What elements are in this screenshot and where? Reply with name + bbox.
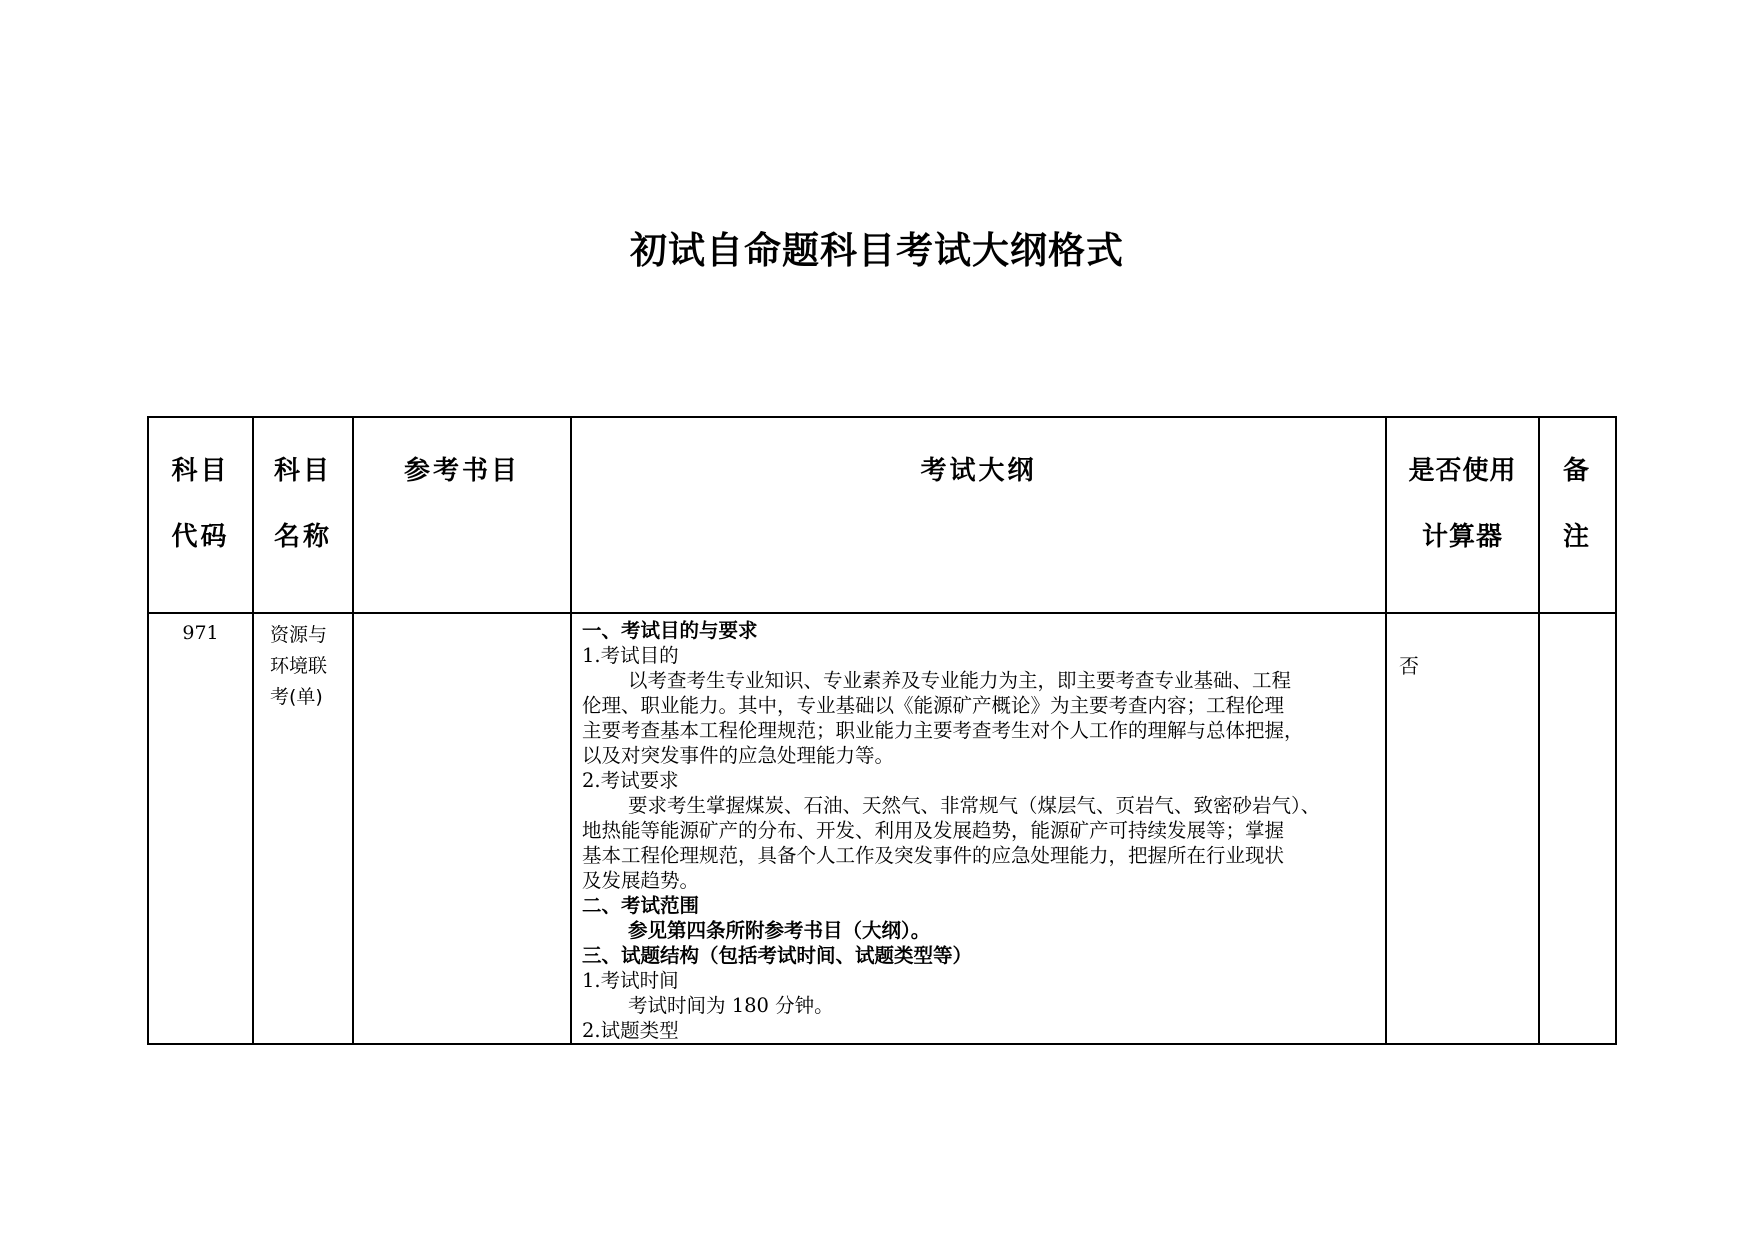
outline-section-heading: 三、试题结构（包括考试时间、试题类型等）: [582, 944, 973, 967]
header-subject-code: 科目 代码: [148, 417, 253, 613]
outline-paragraph-line: 考试时间为 180 分钟。: [628, 994, 834, 1017]
reference-books-cell: [353, 613, 571, 1044]
outline-paragraph-line: 伦理、职业能力。其中，专业基础以《能源矿产概论》为主要考查内容；工程伦理: [582, 694, 1285, 717]
calculator-cell: 否: [1386, 613, 1539, 1044]
header-remarks: 备 注: [1539, 417, 1616, 613]
subject-code-cell: 971: [148, 613, 253, 1044]
remarks-cell: [1539, 613, 1616, 1044]
outline-paragraph-line: 及发展趋势。: [582, 869, 700, 892]
header-reference-books: 参考书目: [353, 417, 571, 613]
subject-name-cell: 资源与 环境联 考(单): [253, 613, 353, 1044]
outline-paragraph-line: 参见第四条所附参考书目（大纲）。: [628, 919, 931, 942]
outline-section-heading: 一、考试目的与要求: [582, 619, 758, 642]
outline-subheading: 2.试题类型: [582, 1019, 679, 1042]
outline-subheading: 1.考试时间: [582, 969, 679, 992]
page-title: 初试自命题科目考试大纲格式: [630, 228, 1124, 272]
outline-paragraph-line: 主要考查基本工程伦理规范；职业能力主要考查考生对个人工作的理解与总体把握，: [582, 719, 1304, 742]
outline-section-heading: 二、考试范围: [582, 894, 700, 917]
table-header-row: [148, 417, 1616, 613]
outline-subheading: 2.考试要求: [582, 769, 679, 792]
outline-subheading: 1.考试目的: [582, 644, 679, 667]
outline-paragraph-line: 以及对突发事件的应急处理能力等。: [582, 744, 895, 767]
exam-outline-table: [147, 416, 1617, 1045]
outline-paragraph-line: 基本工程伦理规范，具备个人工作及突发事件的应急处理能力，把握所在行业现状: [582, 844, 1285, 867]
header-subject-name: 科目 名称: [253, 417, 353, 613]
outline-paragraph-line: 要求考生掌握煤炭、石油、天然气、非常规气（煤层气、页岩气、致密砂岩气）、: [628, 794, 1321, 817]
header-exam-outline: 考试大纲: [571, 417, 1386, 613]
outline-paragraph-line: 以考查考生专业知识、专业素养及专业能力为主，即主要考查专业基础、工程: [628, 669, 1292, 692]
table-row: [148, 613, 1616, 1044]
header-calculator: 是否使用 计算器: [1386, 417, 1539, 613]
exam-outline-cell: [571, 613, 1386, 1044]
outline-paragraph-line: 地热能等能源矿产的分布、开发、利用及发展趋势，能源矿产可持续发展等；掌握: [582, 819, 1285, 842]
